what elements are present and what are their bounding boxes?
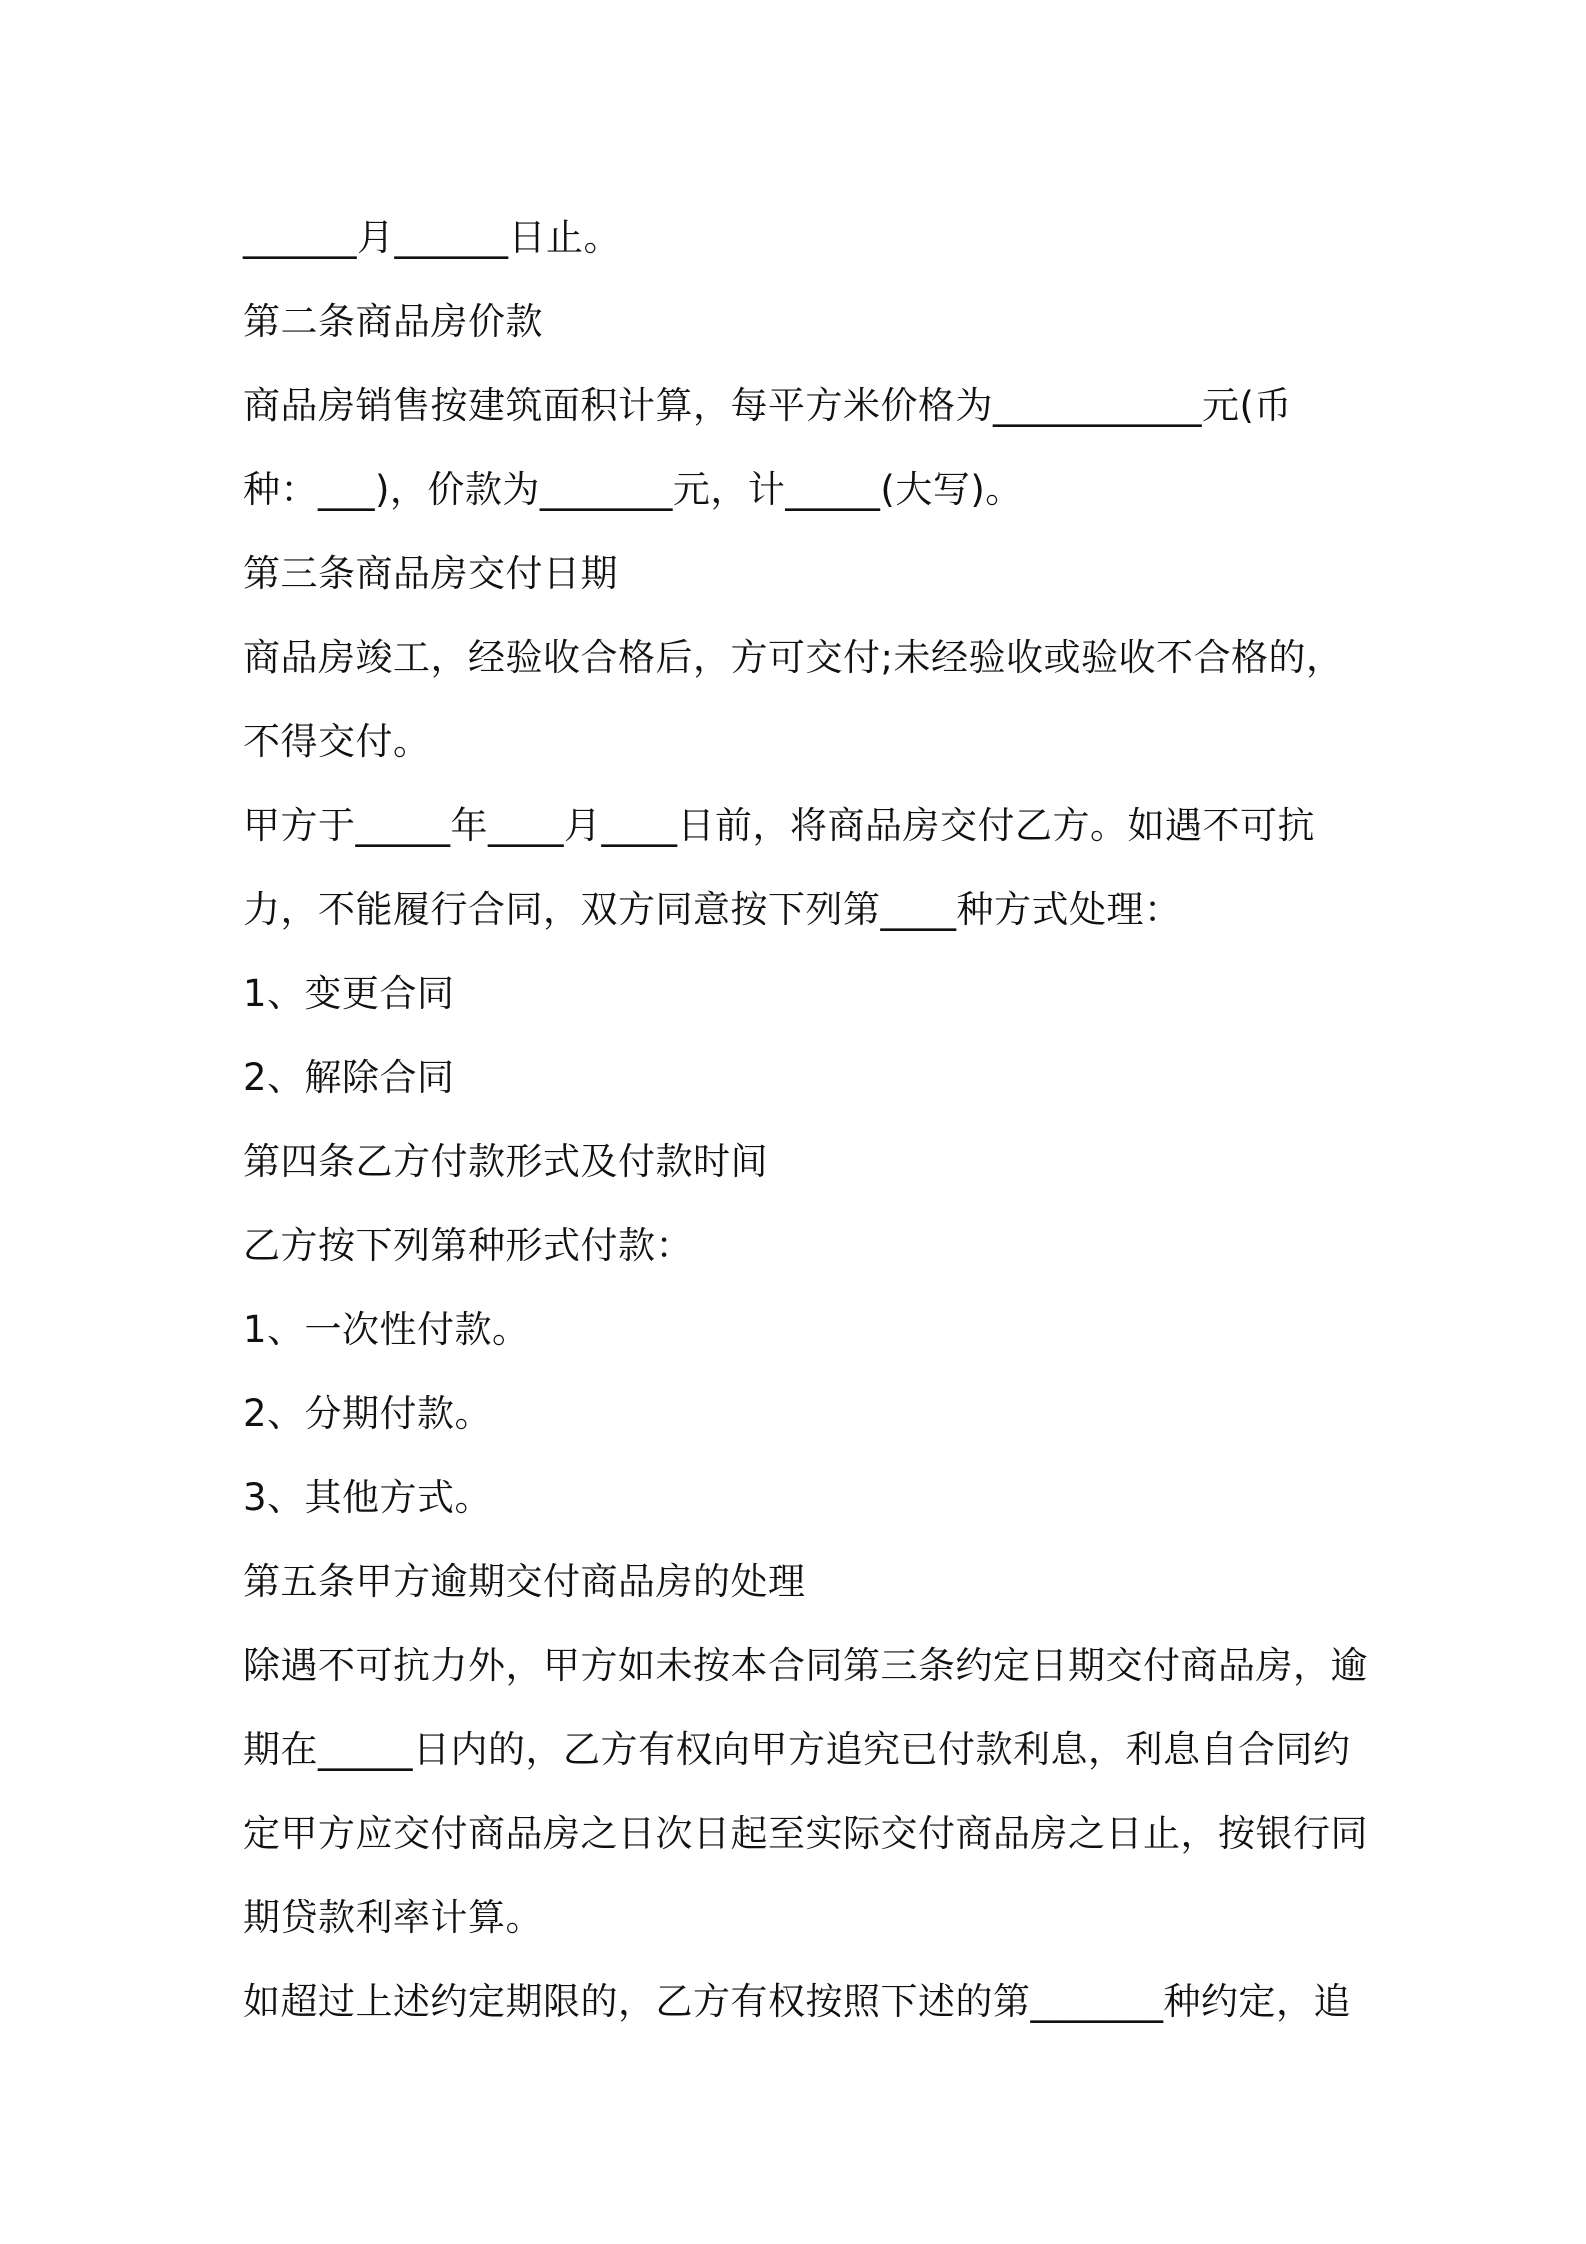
text-line-payment-intro: 乙方按下列第种形式付款： bbox=[243, 1224, 693, 1267]
article-4-heading: 第四条乙方付款形式及付款时间 bbox=[243, 1140, 768, 1183]
text-line-price-2: 种：___)，价款为_______元，计_____(大写)。 bbox=[243, 468, 1023, 511]
text-line-late-delivery-2: 期在_____日内的，乙方有权向甲方追究已付款利息，利息自合同约 bbox=[243, 1728, 1351, 1771]
text-line-delivery-date-1: 甲方于_____年____月____日前，将商品房交付乙方。如遇不可抗 bbox=[243, 804, 1315, 847]
text-line-overdue-option: 如超过上述约定期限的，乙方有权按照下述的第_______种约定，追 bbox=[243, 1980, 1351, 2023]
document-body bbox=[243, 196, 1368, 2044]
text-line-price-1: 商品房销售按建筑面积计算，每平方米价格为___________元(币 bbox=[243, 384, 1292, 427]
article-2-heading: 第二条商品房价款 bbox=[243, 300, 543, 343]
text-line-date-end: ______月______日止。 bbox=[243, 216, 621, 259]
list-item-lump-sum: 1、一次性付款。 bbox=[243, 1308, 530, 1351]
list-item-installments: 2、分期付款。 bbox=[243, 1392, 493, 1435]
text-line-late-delivery-3: 定甲方应交付商品房之日次日起至实际交付商品房之日止，按银行同 bbox=[243, 1812, 1368, 1855]
list-item-other-methods: 3、其他方式。 bbox=[243, 1476, 493, 1519]
list-item-terminate-contract: 2、解除合同 bbox=[243, 1056, 455, 1099]
text-line-late-delivery-4: 期贷款利率计算。 bbox=[243, 1896, 543, 1939]
text-line-late-delivery-1: 除遇不可抗力外，甲方如未按本合同第三条约定日期交付商品房，逾 bbox=[243, 1644, 1368, 1687]
text-line-delivery-2: 不得交付。 bbox=[243, 720, 431, 763]
article-5-heading: 第五条甲方逾期交付商品房的处理 bbox=[243, 1560, 806, 1603]
text-line-delivery-1: 商品房竣工，经验收合格后，方可交付;未经验收或验收不合格的， bbox=[243, 636, 1344, 679]
article-3-heading: 第三条商品房交付日期 bbox=[243, 552, 618, 595]
list-item-change-contract: 1、变更合同 bbox=[243, 972, 455, 1015]
text-line-delivery-date-2: 力，不能履行合同，双方同意按下列第____种方式处理： bbox=[243, 888, 1182, 931]
